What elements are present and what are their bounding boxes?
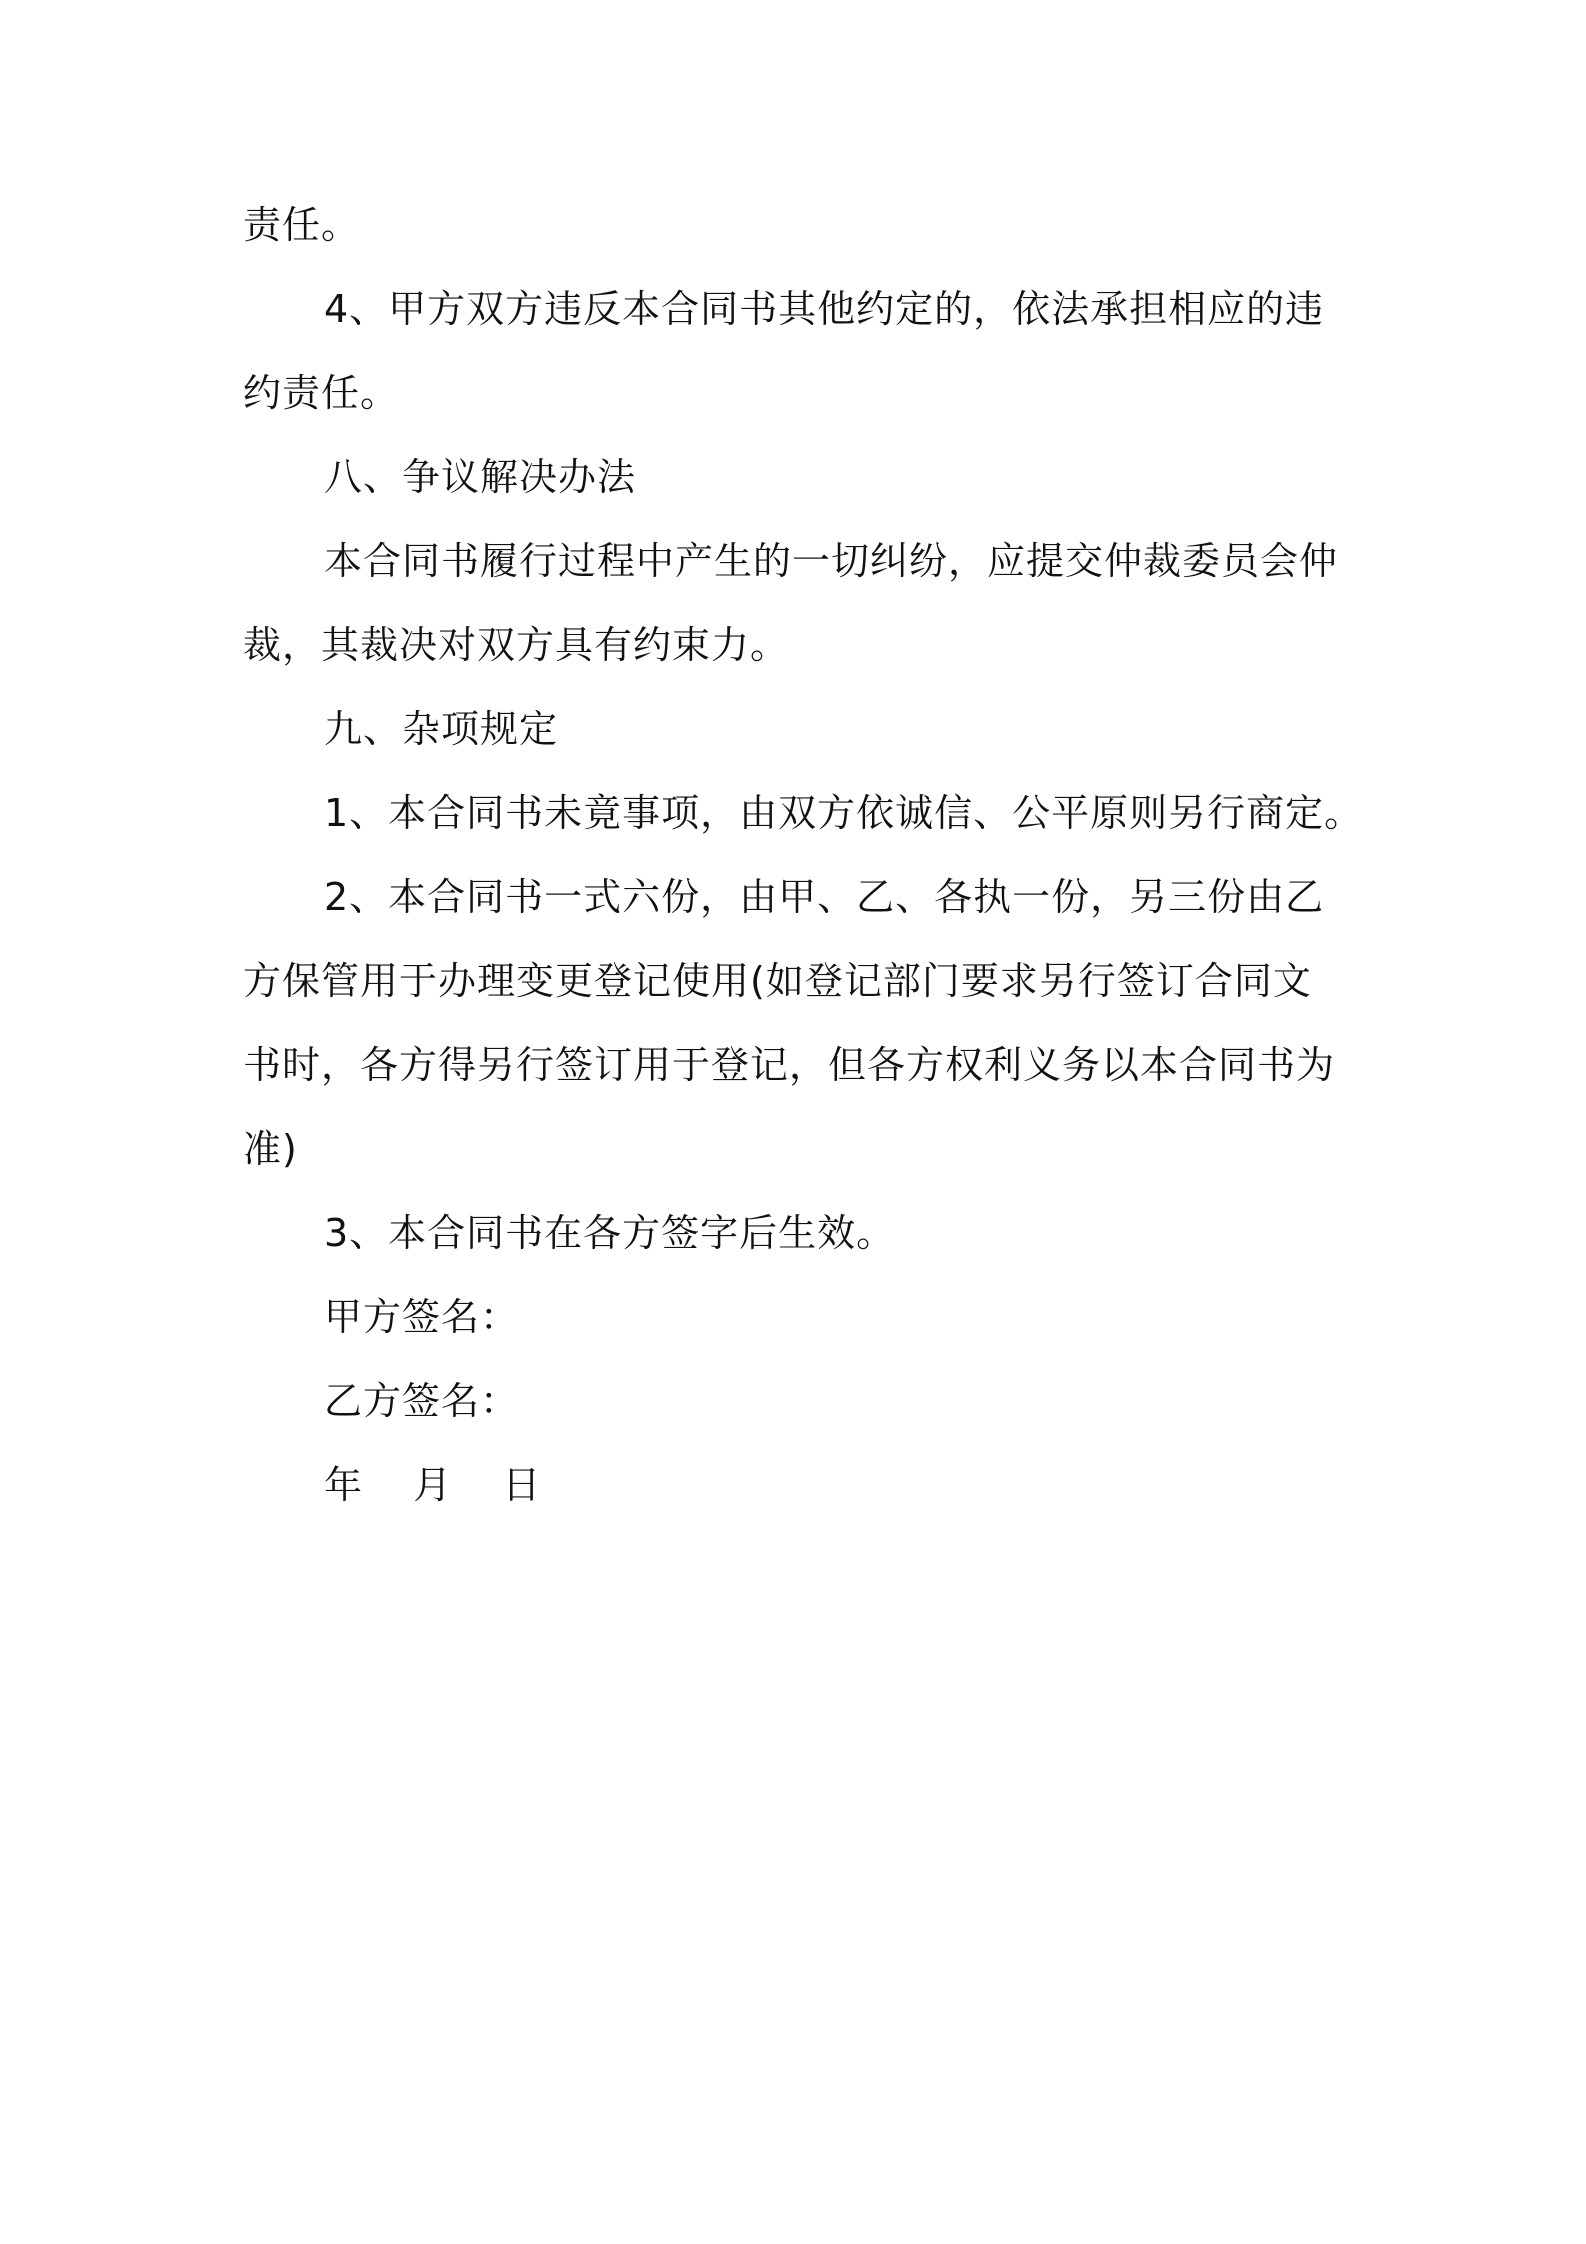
section-heading: 八、争议解决办法 — [324, 455, 637, 499]
text-line: 方保管用于办理变更登记使用(如登记部门要求另行签订合同文 — [243, 959, 1312, 1003]
section-heading: 九、杂项规定 — [324, 707, 559, 751]
text-line: 本合同书履行过程中产生的一切纠纷，应提交仲裁委员会仲 — [324, 539, 1339, 583]
text-line: 责任。 — [243, 203, 361, 247]
text-line: 4、甲方双方违反本合同书其他约定的，依法承担相应的违 — [324, 287, 1325, 331]
party-a-signature-label: 甲方签名： — [324, 1295, 520, 1339]
text-line: 裁，其裁决对双方具有约束力。 — [243, 623, 790, 667]
text-line: 约责任。 — [243, 371, 400, 415]
text-line: 准) — [243, 1127, 298, 1171]
text-line: 1、本合同书未竟事项，由双方依诚信、公平原则另行商定。 — [324, 791, 1364, 835]
date-month-label: 月 — [413, 1463, 453, 1507]
date-line — [324, 1460, 541, 1510]
party-b-signature-label: 乙方签名： — [324, 1379, 520, 1423]
text-line: 3、本合同书在各方签字后生效。 — [324, 1211, 896, 1255]
text-line: 2、本合同书一式六份，由甲、乙、各执一份，另三份由乙 — [324, 875, 1325, 919]
date-year-label: 年 — [324, 1463, 364, 1507]
date-day-label: 日 — [502, 1463, 542, 1507]
text-line: 书时，各方得另行签订用于登记，但各方权利义务以本合同书为 — [243, 1043, 1336, 1087]
